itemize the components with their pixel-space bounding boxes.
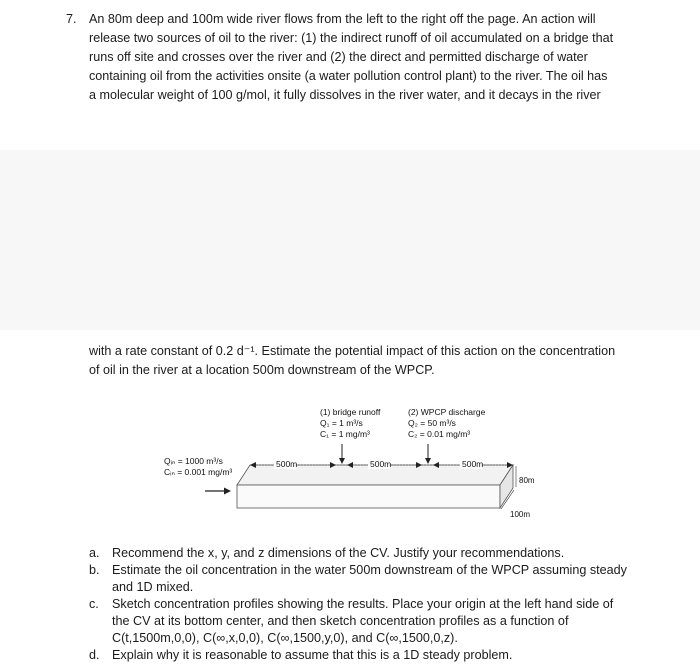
part-label: a. xyxy=(89,546,100,560)
source2-title: (2) WPCP discharge xyxy=(408,407,486,417)
source2-flow: Q₂ = 50 m³/s xyxy=(408,418,456,428)
river-cv-front xyxy=(237,485,500,508)
depth-label: 80m xyxy=(519,476,535,485)
source2-conc: C₂ = 0.01 mg/m³ xyxy=(408,429,471,439)
sub-questions xyxy=(89,545,649,664)
part-text: Sketch concentration profiles showing the results. Place your origin at the left hand side of xyxy=(112,597,614,611)
continuation-line: with a rate constant of 0.2 d⁻¹. Estimate the potential impact of this action on the concentration xyxy=(89,344,616,358)
question-text xyxy=(89,10,626,105)
scan-gap-band xyxy=(0,150,700,330)
question-line: containing oil from the activities onsite (a water pollution control plant) to the river. The oil has xyxy=(89,69,608,83)
inflow-conc: Cᵢₙ = 0.001 mg/m³ xyxy=(164,467,233,477)
part-label: b. xyxy=(89,563,100,577)
part-a xyxy=(89,545,649,562)
source1-flow: Q₁ = 1 m³/s xyxy=(320,418,363,428)
inflow-arrowhead xyxy=(224,488,231,495)
part-text: C(t,1500m,0,0), C(∞,x,0,0), C(∞,1500,y,0), and C(∞,1500,0,z). xyxy=(112,631,458,645)
source1-title: (1) bridge runoff xyxy=(320,407,381,417)
source1-arrowhead xyxy=(339,458,345,464)
width-label: 100m xyxy=(510,510,531,519)
segment-label: 500m xyxy=(370,459,392,469)
part-d xyxy=(89,647,649,664)
part-text: Recommend the x, y, and z dimensions of the CV. Justify your recommendations. xyxy=(112,546,565,560)
question-7 xyxy=(66,10,626,105)
part-text: and 1D mixed. xyxy=(112,580,194,594)
source2-arrowhead xyxy=(425,458,431,464)
question-number: 7. xyxy=(66,12,77,26)
inflow-flow: Qᵢₙ = 1000 m³/s xyxy=(164,456,223,466)
question-continuation xyxy=(89,342,649,380)
river-diagram xyxy=(150,400,570,525)
question-line: release two sources of oil to the river: (1) the indirect runoff of oil accumulated on a bridge that xyxy=(89,31,614,45)
part-text: Explain why it is reasonable to assume that this is a 1D steady problem. xyxy=(112,648,513,662)
part-c xyxy=(89,596,649,647)
question-line: runs off site and crosses over the river and (2) the direct and permitted discharge of water xyxy=(89,50,588,64)
question-line: a molecular weight of 100 g/mol, it fully dissolves in the river water, and it decays in the river xyxy=(89,88,601,102)
segment-label: 500m xyxy=(462,459,484,469)
source1-conc: C₁ = 1 mg/m³ xyxy=(320,429,370,439)
part-label: d. xyxy=(89,648,100,662)
continuation-line: of oil in the river at a location 500m downstream of the WPCP. xyxy=(89,363,435,377)
part-text: Estimate the oil concentration in the water 500m downstream of the WPCP assuming steady xyxy=(112,563,627,577)
part-label: c. xyxy=(89,597,99,611)
part-b xyxy=(89,562,649,596)
segment-label: 500m xyxy=(276,459,298,469)
question-line: An 80m deep and 100m wide river flows from the left to the right off the page. An action will xyxy=(89,12,596,26)
part-text: the CV at its bottom center, and then sketch concentration profiles as a function of xyxy=(112,614,569,628)
